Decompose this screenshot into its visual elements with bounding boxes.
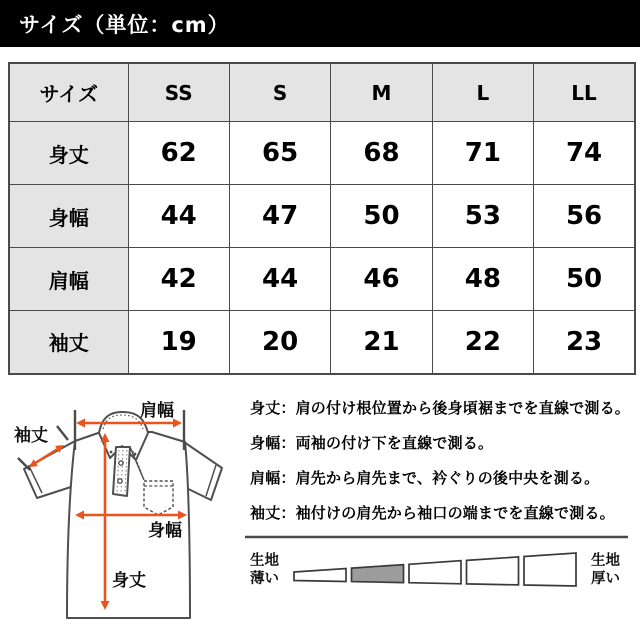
size-column-header: SS [128,63,229,122]
collar-button [110,451,113,454]
measure-notes [250,398,638,538]
size-value-cell: 22 [432,311,533,374]
size-column-header: S [229,63,330,122]
size-table [8,62,636,375]
body-width-label: 身幅 [148,521,182,541]
size-table-body [9,122,635,374]
size-value-cell: 20 [229,311,330,374]
placket [113,447,130,496]
measure-note: 袖丈：袖付けの肩先から袖口の端までを直線で測る。 [250,504,615,522]
fabric-thin-label-1: 生地 [250,553,279,569]
size-value-cell: 71 [432,122,533,185]
size-value-cell: 44 [128,185,229,248]
measure-row-label: 肩幅 [9,248,128,311]
size-value-cell: 46 [331,248,432,311]
size-table-row [9,248,635,311]
size-value-cell: 23 [534,311,635,374]
fabric-level-box [294,569,346,582]
fabric-level-box-selected [352,565,404,583]
fabric-thick-label-1: 生地 [591,553,620,569]
size-value-cell: 50 [331,185,432,248]
fabric-level-box [524,553,576,586]
size-table-row [9,122,635,185]
measure-note: 身丈：肩の付け根位置から後身頃裾までを直線で測る。 [250,399,631,417]
size-value-cell: 21 [331,311,432,374]
size-value-cell: 19 [128,311,229,374]
size-value-cell: 47 [229,185,330,248]
size-value-cell: 50 [534,248,635,311]
fabric-level-boxes [294,553,576,586]
size-table-header-row [9,63,635,122]
measure-row-label: 身幅 [9,185,128,248]
measure-row-label: 身丈 [9,122,128,185]
size-column-header: LL [534,63,635,122]
sleeve-length-label: 袖丈 [14,426,48,446]
polo-shirt-diagram [0,388,245,640]
size-table-corner-header: サイズ [9,63,128,122]
title-band [0,0,640,47]
size-value-cell: 65 [229,122,330,185]
size-table-header [9,63,635,122]
size-value-cell: 62 [128,122,229,185]
size-value-cell: 48 [432,248,533,311]
size-table-row [9,185,635,248]
measure-row-label: 袖丈 [9,311,128,374]
fabric-scale-svg [242,528,640,603]
size-value-cell: 74 [534,122,635,185]
size-table-row [9,311,635,374]
fabric-thin-label-2: 薄い [250,571,279,587]
polo-shirt-svg [0,388,245,640]
shoulder-width-label: 肩幅 [140,401,174,421]
measure-note: 肩幅：肩先から肩先まで、衿ぐりの後中央を測る。 [250,469,600,487]
size-value-cell: 53 [432,185,533,248]
measure-note: 身幅：両袖の付け下を直線で測る。 [250,434,494,452]
size-value-cell: 56 [534,185,635,248]
page-title: サイズ（単位：cm） [19,12,230,37]
fabric-level-box [467,557,519,585]
fabric-thick-label-2: 厚い [591,571,620,587]
collar-button [134,453,137,456]
size-value-cell: 44 [229,248,330,311]
fabric-thickness-scale [242,528,640,603]
size-column-header: L [432,63,533,122]
fabric-level-box [409,561,461,584]
size-column-header: M [331,63,432,122]
size-value-cell: 42 [128,248,229,311]
size-value-cell: 68 [331,122,432,185]
body-length-label: 身丈 [112,571,146,591]
